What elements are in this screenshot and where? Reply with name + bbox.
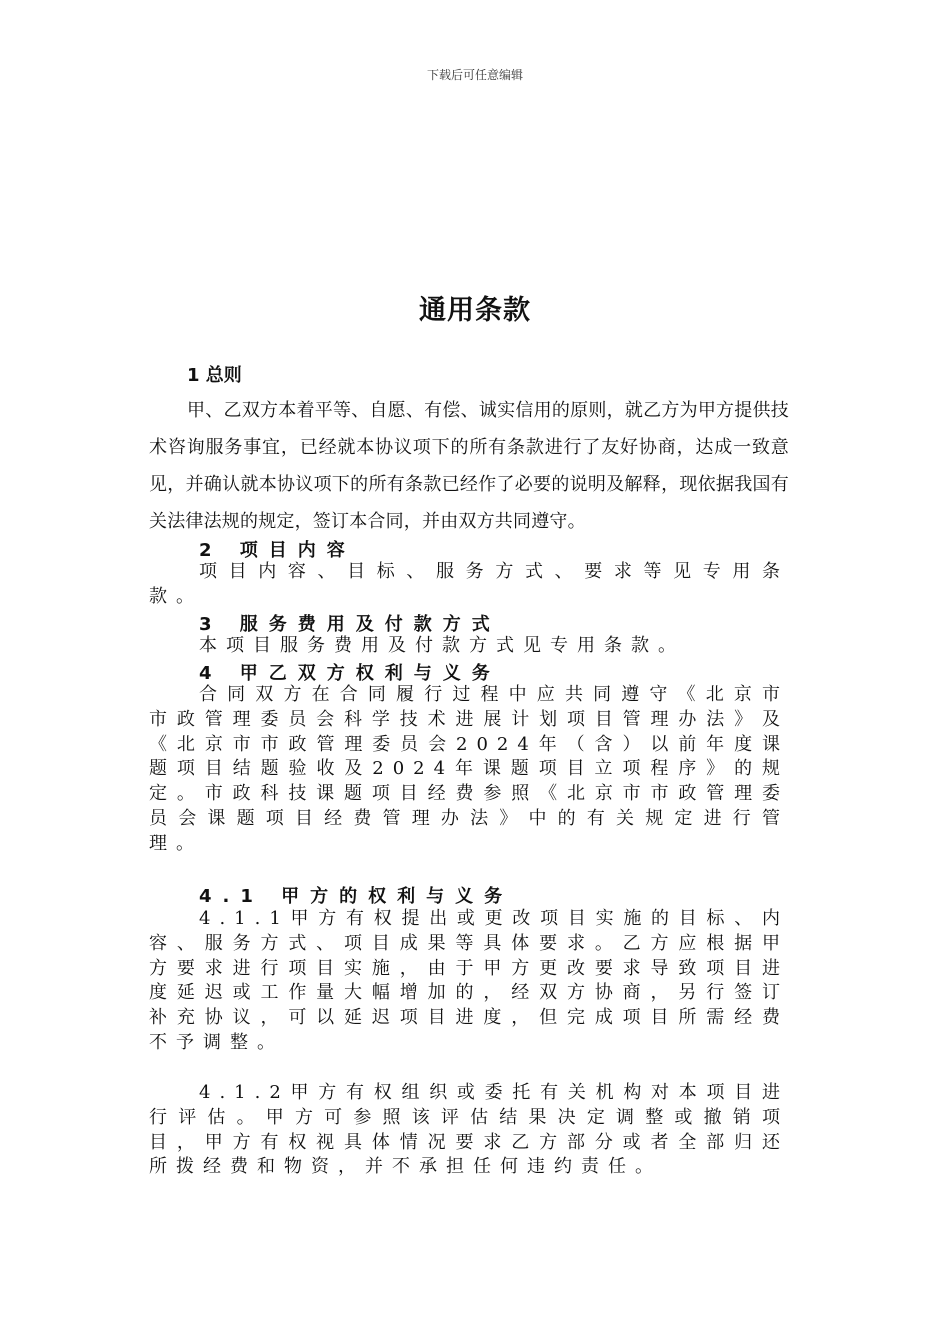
section-2-body: 项目内容、目标、服务方式、要求等见专用条款。: [149, 561, 789, 607]
section-4-heading: 4 甲乙双方权利与义务: [199, 663, 501, 684]
section-3-heading: 3 服务费用及付款方式: [199, 614, 501, 635]
section-4-1-heading: 4.1 甲方的权利与义务: [199, 886, 514, 907]
header-note: 下载后可任意编辑: [426, 68, 523, 82]
section-1-heading: 1 总则: [187, 365, 242, 386]
section-4-body: 合同双方在合同履行过程中应共同遵守《北京市市政管理委员会科学技术进展计划项目管理办法》及《北京市市政管理委员会2024年（含）以前年度课题项目结题验收及2024年课题项目立项程序》的规定。市政科技课题项目经费参照《北京市市政管理委员会课题项目经费管理办法》中的有关规定进行管理。: [149, 684, 789, 854]
section-3-body: 本项目服务费用及付款方式见专用条款。: [199, 635, 685, 656]
section-4-1-1-body: 4.1.1甲方有权提出或更改项目实施的目标、内容、服务方式、项目成果等具体要求。乙方应根据甲方要求进行项目实施，由于甲方更改要求导致项目进度延迟或工作量大幅增加的，经双方协商，另行签订补充协议，可以延迟项目进度，但完成项目所需经费不予调整。: [149, 908, 789, 1053]
section-4-1-2-body: 4.1.2甲方有权组织或委托有关机构对本项目进行评估。甲方可参照该评估结果决定调整或撤销项目，甲方有权视具体情况要求乙方部分或者全部归还所拨经费和物资，并不承担任何违约责任。: [149, 1082, 789, 1178]
section-2-heading: 2 项目内容: [199, 540, 356, 561]
document-title: 通用条款: [419, 295, 531, 326]
section-1-body: 甲、乙双方本着平等、自愿、有偿、诚实信用的原则，就乙方为甲方提供技术咨询服务事宜，已经就本协议项下的所有条款进行了友好协商，达成一致意见，并确认就本协议项下的所有条款已经作了必要的说明及解释，现依据我国有关法律法规的规定，签订本合同，并由双方共同遵守。: [149, 400, 789, 532]
